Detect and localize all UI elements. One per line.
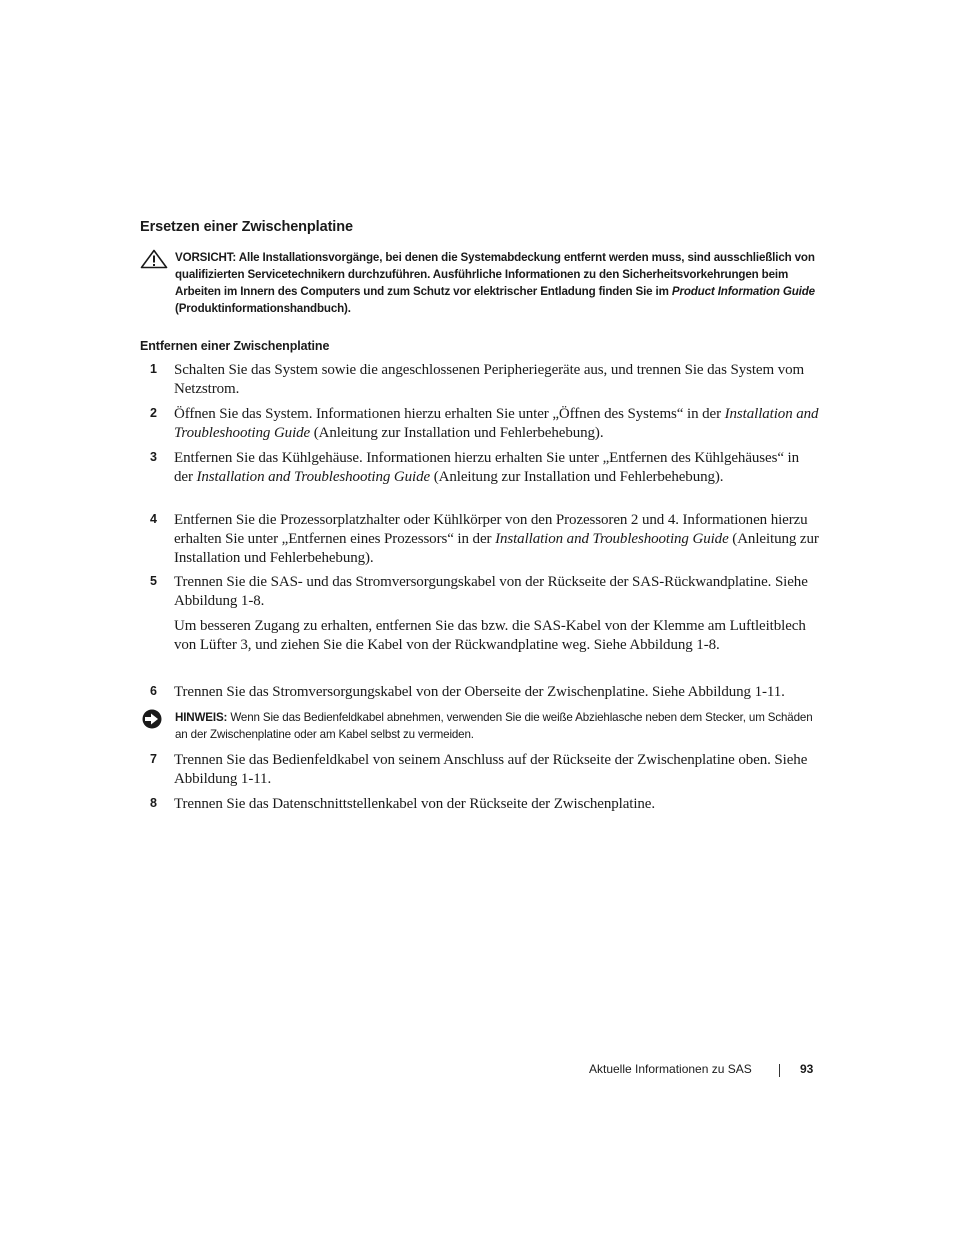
step-text: Trennen Sie das Datenschnittstellenkabel von der Rückseite der Zwischenplatine.	[174, 796, 655, 812]
step-text: Schalten Sie das System sowie die angeschlossenen Peripheriegeräte aus, und trennen Sie das System vom Netzstrom.	[174, 362, 805, 397]
step-text-part: Entfernen Sie die Prozessorplatzhalter oder Kühlkörper von den Prozessoren 2 und 4. Informationen hierzu erhalten Sie unter „Entfernen eines Prozessors“ in der	[174, 512, 808, 547]
caution-label: VORSICHT:	[175, 251, 237, 264]
step-text: Trennen Sie die SAS- und das Stromversorgungskabel von der Rückseite der SAS-Rückwandplatine. Siehe Abbildung 1-8.	[174, 574, 808, 609]
step-text: Trennen Sie das Bedienfeldkabel von seinem Anschluss auf der Rückseite der Zwischenplatine oben. Siehe Abbildung 1-11.	[174, 752, 808, 787]
notice-text: Wenn Sie das Bedienfeldkabel abnehmen, verwenden Sie die weiße Abziehlasche neben dem Stecker, um Schäden an der Zwischenplatine oder am Kabel selbst zu vermeiden.	[175, 711, 813, 741]
step-number: 5	[150, 574, 157, 588]
step-8	[140, 795, 820, 814]
step-5	[140, 573, 820, 655]
guide-title: Installation and Troubleshooting Guide	[174, 406, 819, 441]
step-number: 4	[150, 512, 157, 526]
guide-title: Installation and Troubleshooting Guide	[495, 531, 729, 547]
step-number: 3	[150, 450, 157, 464]
footer-chapter-title: Aktuelle Informationen zu SAS	[589, 1062, 752, 1076]
step-3	[140, 449, 820, 487]
step-text-part: Entfernen Sie das Kühlgehäuse. Informationen hierzu erhalten Sie unter „Entfernen des Kühlgehäuses“ in der	[174, 450, 799, 485]
step-paragraph: Um besseren Zugang zu erhalten, entfernen Sie das bzw. die SAS-Kabel von der Klemme am Luftleitblech von Lüfter 3, und ziehen Sie die Kabel von der Rückwandplatine weg. Siehe Abbildung 1-8.	[174, 618, 806, 653]
step-text-part: (Anleitung zur Installation und Fehlerbehebung).	[313, 425, 604, 441]
step-text-part: Öffnen Sie das System. Informationen hierzu erhalten Sie unter „Öffnen des Systems“ in der	[174, 406, 721, 422]
step-text	[174, 511, 820, 568]
step-text	[174, 449, 820, 487]
notice-label: HINWEIS:	[175, 711, 228, 724]
caution-text: Alle Installationsvorgänge, bei denen die Systemabdeckung entfernt werden muss, sind ausschließlich von qualifizierten Servicetechnikern durchzuführen. Ausführliche Informationen zu den Sicherheitsvorkehrungen beim Arbeiten im Innern des Computers und zum Schutz vor elektrischer Entladung finden Sie im	[175, 251, 815, 298]
caution-notice	[140, 249, 820, 317]
step-text	[174, 405, 820, 443]
hint-notice	[140, 709, 820, 743]
footer-divider	[779, 1064, 780, 1077]
page-number: 93	[800, 1062, 814, 1076]
step-7	[140, 751, 820, 789]
step-6	[140, 683, 820, 702]
step-4	[140, 511, 820, 568]
caution-text-end: (Produktinformationshandbuch).	[175, 302, 351, 315]
step-number: 1	[150, 362, 157, 376]
subsection-heading: Entfernen einer Zwischenplatine	[140, 339, 330, 353]
step-2	[140, 405, 820, 443]
step-number: 7	[150, 752, 157, 766]
section-heading: Ersetzen einer Zwischenplatine	[140, 219, 353, 235]
guide-title: Installation and Troubleshooting Guide	[196, 469, 431, 485]
notice-arrow-icon	[140, 709, 166, 734]
step-text-part: (Anleitung zur Installation und Fehlerbehebung).	[433, 469, 724, 485]
step-number: 8	[150, 796, 157, 810]
step-1	[140, 361, 820, 399]
caution-guide-title: Product Information Guide	[671, 285, 815, 298]
step-number: 6	[150, 684, 157, 698]
warning-triangle-icon	[140, 249, 168, 274]
step-text-part: (Anleitung zur Installation und Fehlerbehebung).	[174, 531, 819, 566]
step-text: Trennen Sie das Stromversorgungskabel von der Oberseite der Zwischenplatine. Siehe Abbildung 1-11.	[174, 684, 785, 700]
step-number: 2	[150, 406, 157, 420]
